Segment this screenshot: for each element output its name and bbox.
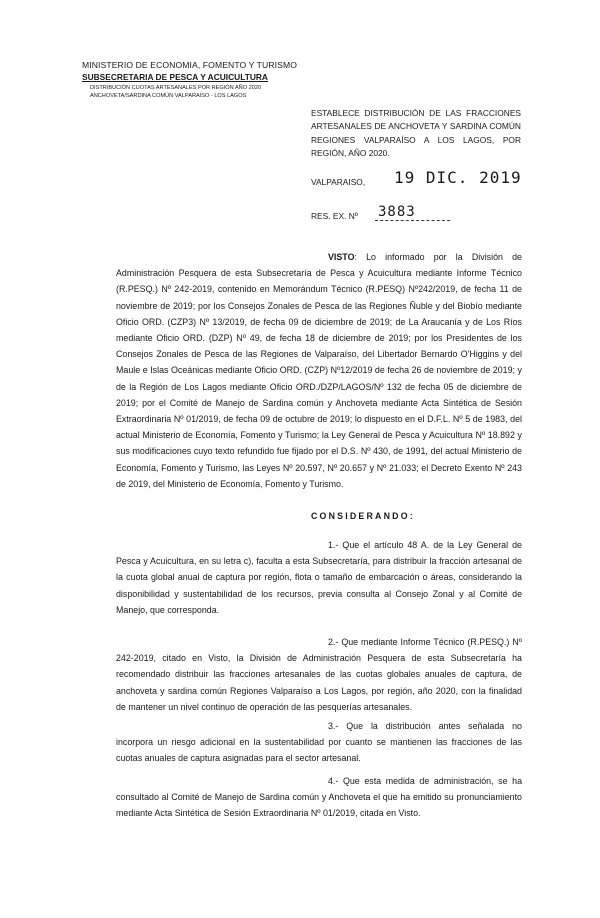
visto-label: VISTO	[328, 252, 355, 262]
subsecretaria-name: SUBSECRETARIA DE PESCA Y ACUICULTURA	[82, 72, 268, 82]
paragraph-text: 2.- Que mediante Informe Técnico (R.PESQ.) Nº 242-2019, citado en Visto, la División de Administración Pesquera de esta Subsecretaría ha recomendado distribuir las fracciones artesanales de las cuotas globales anuales de captura, de anchoveta y sardina común Regiones Valparaíso a Los Lagos, por región, año 2020, con la finalidad de mantener un nivel continuo de operación de las pesquerías artesanales.	[116, 637, 522, 712]
visto-paragraph	[116, 249, 522, 492]
resolution-number-line	[375, 220, 450, 221]
considerando-paragraph-2	[116, 634, 522, 715]
letterhead	[82, 60, 332, 100]
ministry-name: MINISTERIO DE ECONOMIA, FOMENTO Y TURISMO	[82, 60, 297, 70]
paragraph-text: 3.- Que la distribución antes señalada no incorpora un riesgo adicional en la sustentabilidad por cuanto se mantienen las fracciones de las cuotas anuales de captura asignadas para el sector artesanal.	[116, 721, 522, 764]
header-subtitle-2: ANCHOVETA/SARDINA COMÚN VALPARAISO - LOS LAGOS	[90, 93, 247, 99]
visto-text: : Lo informado por la División de Administración Pesquera de esta Subsecretaría de Pesca y Acuicultura mediante Informe Técnico (R.PESQ.) Nº 242-2019, contenido en Memorándum Técnico (R.PESQ) Nº242/2019, de fecha 11 de noviembre de 2019; por los Consejos Zonales de Pesca de las Regiones Ñuble y del Biobío mediante Oficio ORD. (CZP3) Nº 13/2019, de fecha 09 de diciembre de 2019; de La Araucanía y de Los Ríos mediante Oficio ORD. (DZP) Nº 49, de fecha 18 de diciembre de 2019; por los Presidentes de los Consejos Zonales de Pesca de las Regiones de Valparaíso, del Libertador Bernardo O'Higgins y del Maule e Islas Oceánicas mediante Oficio ORD. (CZP) Nº12/2019 de fecha 26 de noviembre de 2019; y de la Región de Los Lagos mediante Oficio ORD./DZP/LAGOS/Nº 132 de fecha 05 de diciembre de 2019; por el Comité de Manejo de Sardina común y Anchoveta mediante Acta Sintética de Sesión Extraordinaria Nº 01/2019, de fecha 09 de octubre de 2019; lo dispuesto en el D.F.L. Nº 5 de 1983, del actual Ministerio de Economía, Fomento y Turismo; la Ley General de Pesca y Acuicultura Nº 18.892 y sus modificaciones cuyo texto refundido fue fijado por el D.S. Nº 430, de 1991, del actual Ministerio de Economía, Fomento y Turismo, las Leyes Nº 20.597, Nº 20.657 y Nº 21.033; el Decreto Exento Nº 243 de 2019, del Ministerio de Economía, Fomento y Turismo.	[116, 252, 522, 489]
considerando-paragraph-4	[116, 773, 522, 822]
stamped-date: 19 DIC. 2019	[394, 168, 522, 187]
resolution-subject: ESTABLECE DISTRIBUCIÓN DE LAS FRACCIONES ARTESANALES DE ANCHOVETA Y SARDINA COMÚN REGIONES VALPARAÍSO A LOS LAGOS, POR REGIÓN, AÑO 2020.	[311, 108, 521, 159]
header-subtitle-1: DISTRIBUCIÓN CUOTAS ARTESANALES POR REGIÓN AÑO 2020	[90, 85, 262, 91]
considerando-heading: CONSIDERANDO:	[311, 511, 415, 521]
paragraph-text: 4.- Que esta medida de administración, se ha consultado al Comité de Manejo de Sardina común y Anchoveta el que ha emitido su pronunciamiento mediante Acta Sintética de Sesión Extraordinaria Nº 01/2019, citada en Visto.	[116, 776, 522, 819]
paragraph-text: 1.- Que el artículo 48 A. de la Ley General de Pesca y Acuicultura, en su letra c), faculta a esta Subsecretaría, para distribuir la fracción artesanal de la cuota global anual de captura por región, flota o tamaño de embarcación o áreas, considerando la disponibilidad y sustentabilidad de los recursos, previa consulta al Consejo Zonal y al Comité de Manejo, que corresponda.	[116, 540, 522, 615]
considerando-paragraph-3	[116, 718, 522, 767]
place-label: VALPARAISO,	[311, 177, 366, 187]
considerando-paragraph-1	[116, 537, 522, 618]
resolution-label: RES. EX. Nº	[311, 211, 358, 221]
resolution-number: 3883	[378, 204, 416, 220]
